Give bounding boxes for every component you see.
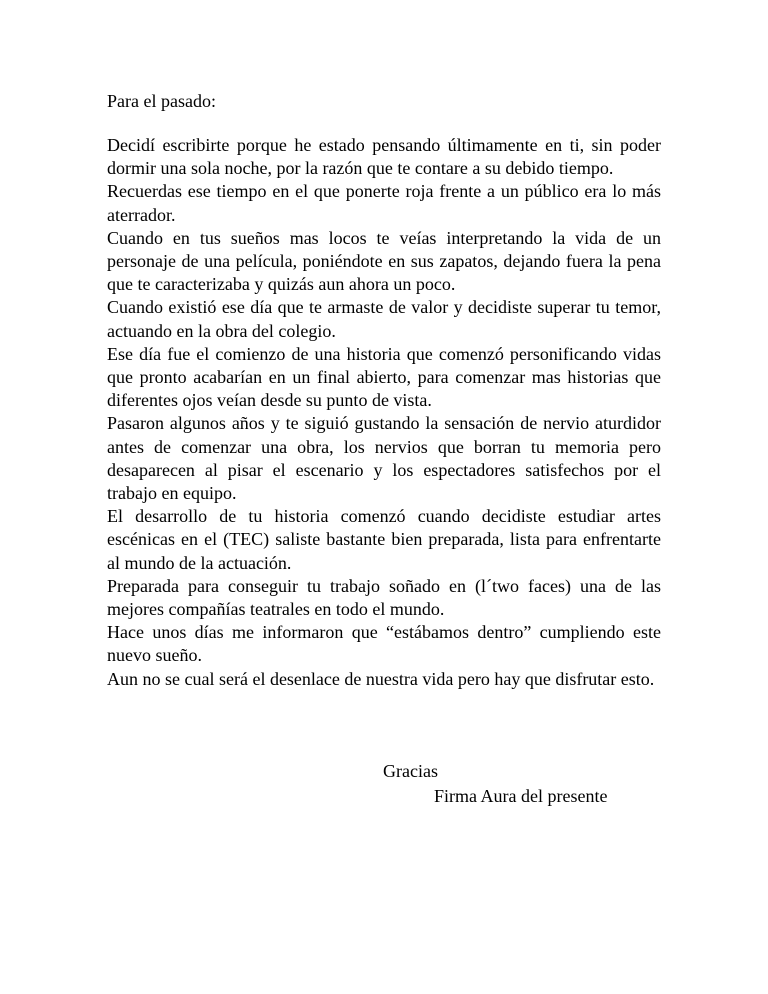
letter-signature: Firma Aura del presente xyxy=(434,786,608,806)
paragraph: Hace unos días me informaron que “estábamos dentro” cumpliendo este nuevo sueño. xyxy=(107,622,661,666)
paragraph: El desarrollo de tu historia comenzó cuando decidiste estudiar artes escénicas en el (TEC) saliste bastante bien preparada, lista para enfrentarte al mundo de la actuación. xyxy=(107,506,661,573)
paragraph: Decidí escribirte porque he estado pensando últimamente en ti, sin poder dormir una sola noche, por la razón que te contare a su debido tiempo. xyxy=(107,135,661,179)
paragraph: Ese día fue el comienzo de una historia que comenzó personificando vidas que pronto acabarían en un final abierto, para comenzar mas historias que diferentes ojos veían desde su punto de vista. xyxy=(107,343,661,411)
paragraph: Aun no se cual será el desenlace de nuestra vida pero hay que disfrutar esto. xyxy=(107,668,655,689)
letter-greeting: Para el pasado: xyxy=(107,91,216,111)
paragraph: Pasaron algunos años y te siguió gustando la sensación de nervio aturdidor antes de comenzar una obra, los nervios que borran tu memoria pero desaparecen al pisar el escenario y los espectadores satisfechos por el trabajo en equipo. xyxy=(107,413,661,504)
paragraph: Preparada para conseguir tu trabajo soñado en (l´two faces) una de las mejores compañías teatrales en todo el mundo. xyxy=(107,575,661,620)
paragraph: Cuando en tus sueños mas locos te veías interpretando la vida de un personaje de una película, poniéndote en sus zapatos, dejando fuera la pena que te caracterizaba y quizás aun ahora un poco. xyxy=(107,227,661,295)
paragraph: Recuerdas ese tiempo en el que ponerte roja frente a un público era lo más aterrador. xyxy=(107,181,661,225)
paragraph: Cuando existió ese día que te armaste de valor y decidiste superar tu temor, actuando en la obra del colegio. xyxy=(107,297,661,341)
letter-body xyxy=(107,134,661,691)
letter-closing: Gracias xyxy=(383,761,438,781)
